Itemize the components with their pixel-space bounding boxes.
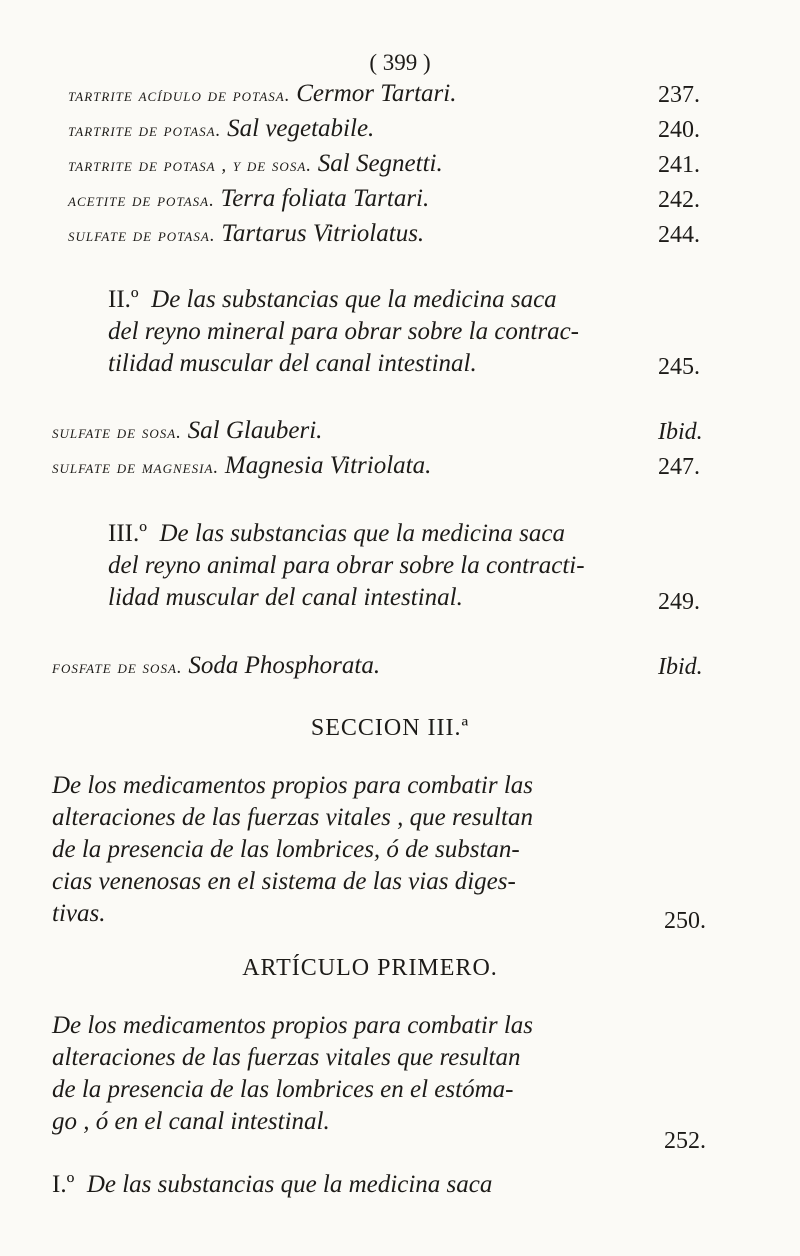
entry-fosfate-sosa: [52, 652, 380, 682]
section-2-line-1: [108, 284, 557, 315]
entry-page-ref: 244.: [658, 222, 700, 248]
entry-page-ref: 237.: [658, 82, 700, 108]
entry-latin: Sal vegetabile.: [227, 115, 375, 142]
entry-latin: Sal Segnetti.: [317, 150, 443, 177]
section-3-mark: III.º: [108, 520, 147, 547]
entry-page-ref: Ibid.: [658, 654, 703, 680]
entry-name: sulfate de sosa.: [52, 422, 182, 443]
entry-name: sulfate de potasa.: [68, 225, 216, 246]
entry-latin: Sal Glauberi.: [187, 417, 323, 444]
entry-tartrite-acidulo: [68, 80, 456, 110]
final-text: De las substancias que la medicina saca: [86, 1171, 493, 1198]
articulo-text-line-1: De los medicamentos propios para combatir las: [52, 1012, 533, 1039]
seccion-page-ref: 250.: [664, 908, 706, 934]
entry-page-ref: Ibid.: [658, 419, 703, 445]
entry-page-ref: 242.: [658, 187, 700, 213]
entry-sulfate-magnesia: [52, 452, 431, 482]
entry-page-ref: 241.: [658, 152, 700, 178]
entry-tartrite-potasa: [68, 115, 374, 145]
seccion-text-line-5: tivas.: [52, 900, 106, 927]
final-line: [52, 1169, 492, 1200]
seccion-text-line-3: de la presencia de las lombrices, ó de substan-: [52, 836, 520, 863]
articulo-text-line-2: alteraciones de las fuerzas vitales que resultan: [52, 1044, 521, 1071]
entry-name: sulfate de magnesia.: [52, 457, 220, 478]
entry-page-ref: 240.: [658, 117, 700, 143]
seccion-text-line-4: cias venenosas en el sistema de las vias diges-: [52, 868, 516, 895]
entry-tartrite-sosa: [68, 150, 443, 180]
entry-name: fosfate de sosa.: [52, 657, 183, 678]
section-3-page-ref: 249.: [658, 589, 700, 615]
final-mark: I.º: [52, 1171, 75, 1198]
entry-latin: Cermor Tartari.: [296, 80, 457, 107]
section-2-text: De las substancias que la medicina saca: [151, 286, 557, 313]
entry-latin: Terra foliata Tartari.: [220, 185, 430, 212]
section-2-line-3: tilidad muscular del canal intestinal.: [108, 350, 477, 377]
articulo-text-line-3: de la presencia de las lombrices en el estóma-: [52, 1076, 514, 1103]
seccion-text-line-1: De los medicamentos propios para combatir las: [52, 772, 533, 799]
entry-name: tartrite de potasa.: [68, 120, 222, 141]
entry-acetite-potasa: [68, 185, 429, 215]
section-2-line-2: del reyno mineral para obrar sobre la contrac-: [108, 318, 580, 345]
seccion-text-line-2: alteraciones de las fuerzas vitales , que resultan: [52, 804, 533, 831]
entry-page-ref: 247.: [658, 454, 700, 480]
section-2-mark: II.º: [108, 286, 139, 313]
entry-name: tartrite de potasa , y de sosa.: [68, 155, 313, 176]
seccion-heading: SECCION III.ª: [310, 715, 470, 741]
entry-name: acetite de potasa.: [68, 190, 215, 211]
section-3-line-1: [108, 518, 565, 549]
entry-latin: Magnesia Vitriolata.: [224, 452, 432, 479]
articulo-page-ref: 252.: [664, 1128, 706, 1154]
section-3-text: De las substancias que la medicina saca: [159, 520, 565, 547]
articulo-text-line-4: go , ó en el canal intestinal.: [52, 1108, 330, 1135]
entry-sulfate-potasa: [68, 220, 424, 250]
entry-sulfate-sosa: [52, 417, 322, 447]
section-2-page-ref: 245.: [658, 354, 700, 380]
section-3-line-2: del reyno animal para obrar sobre la contracti-: [108, 552, 585, 579]
articulo-heading: ARTÍCULO PRIMERO.: [242, 955, 498, 981]
entry-latin: Soda Phosphorata.: [188, 652, 381, 679]
section-3-line-3: lidad muscular del canal intestinal.: [108, 584, 463, 611]
page-number: ( 399 ): [369, 50, 431, 75]
entry-latin: Tartarus Vitriolatus.: [221, 220, 425, 247]
entry-name: tartrite acídulo de potasa.: [68, 85, 291, 106]
